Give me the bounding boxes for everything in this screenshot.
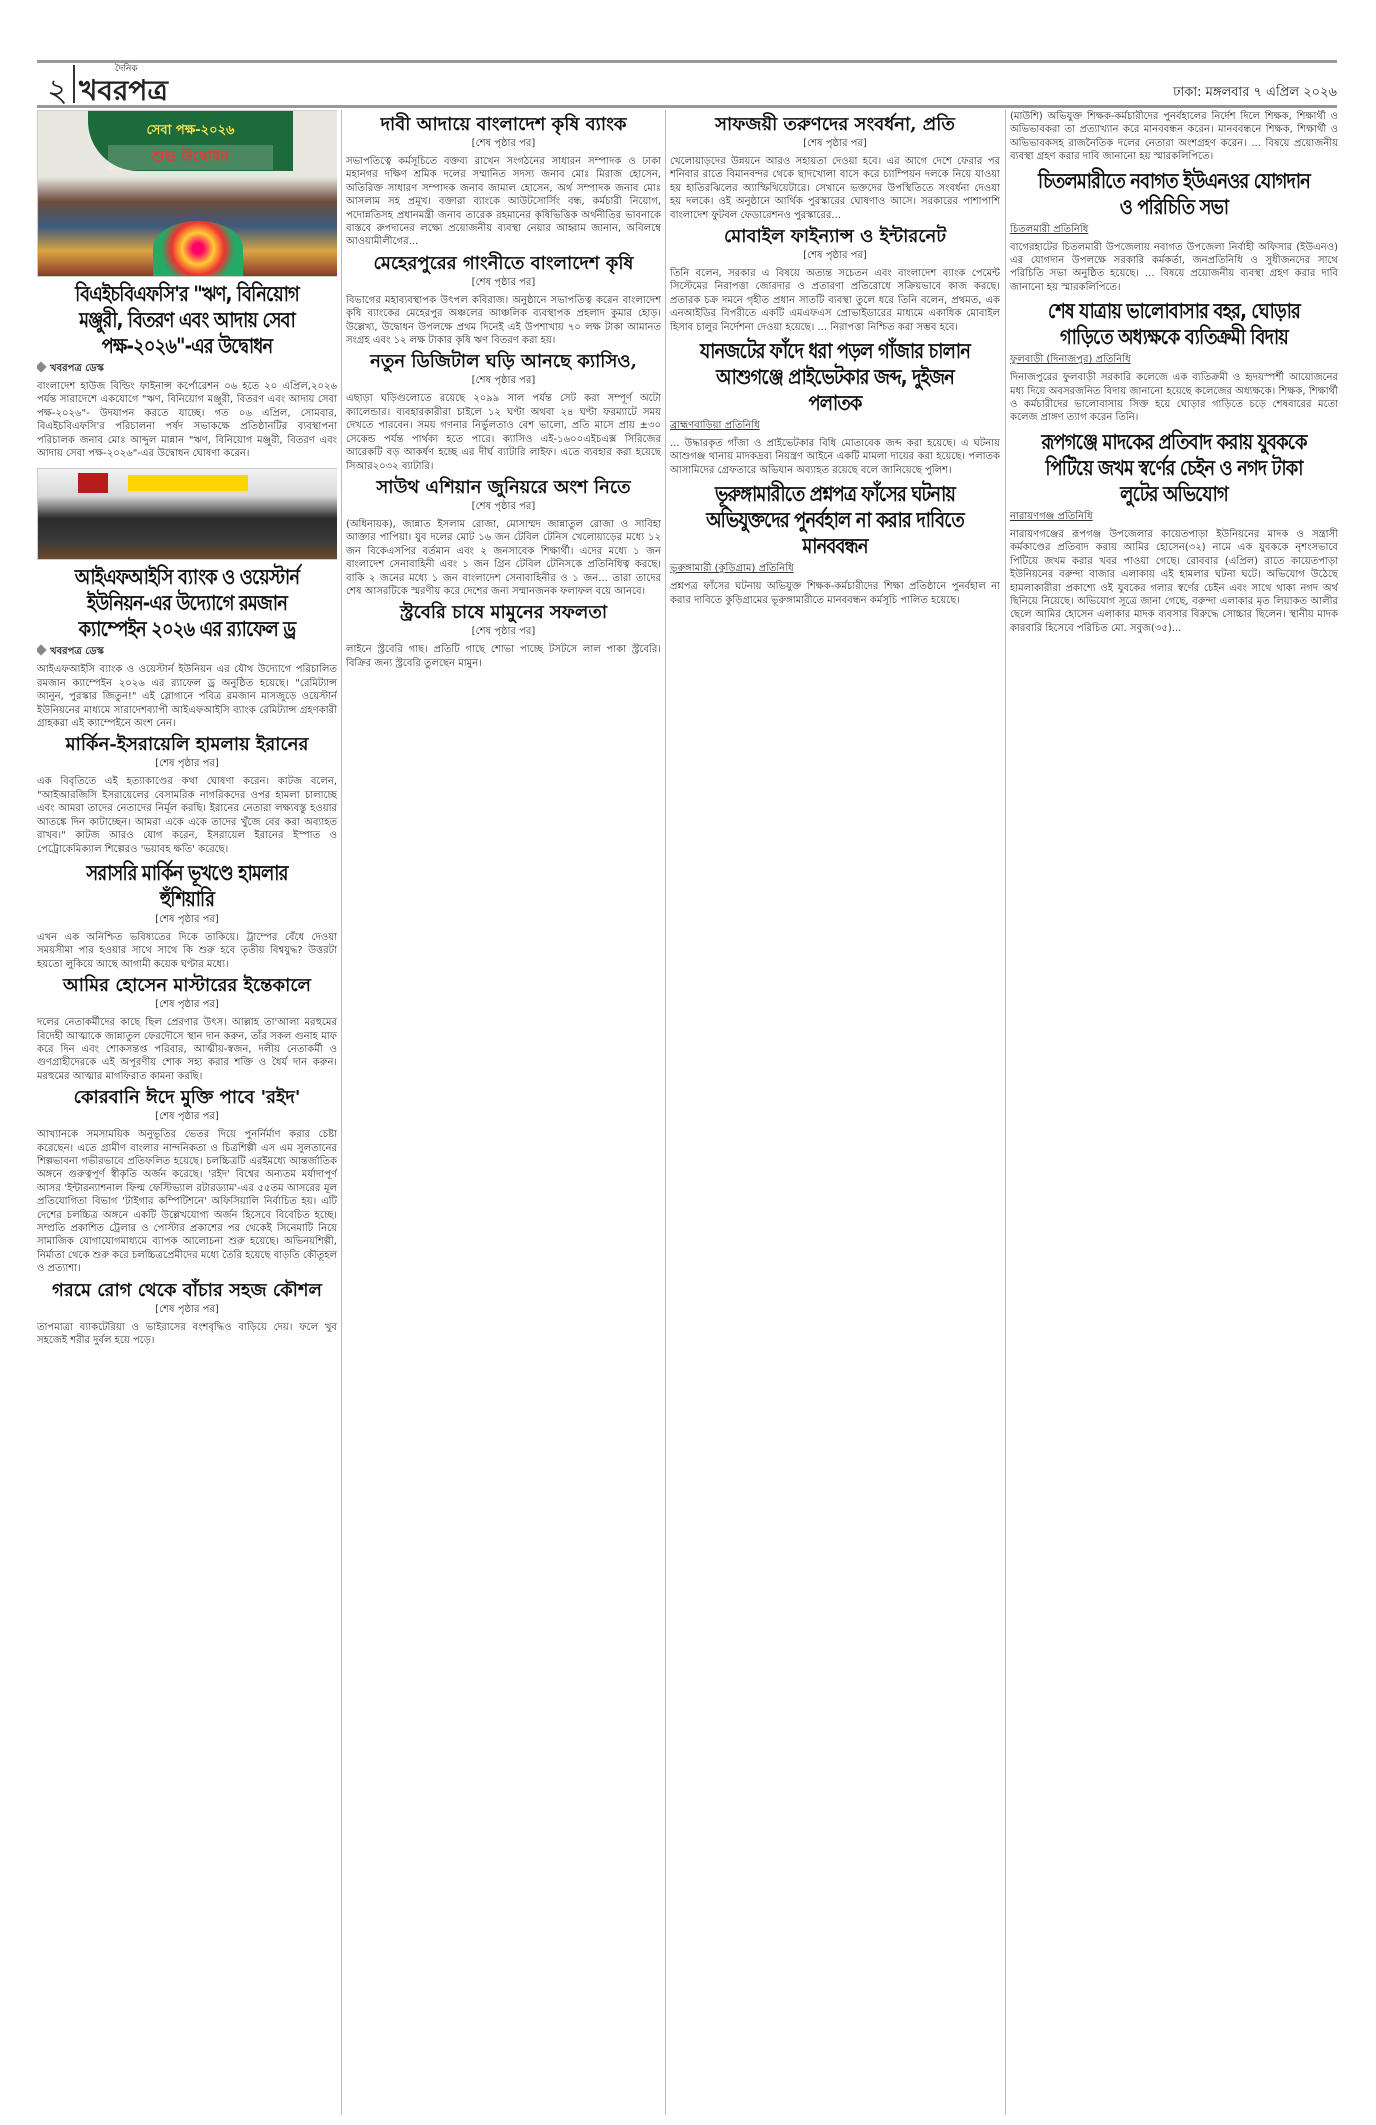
article-body: (মাউশি) অভিযুক্ত শিক্ষক-কর্মচারীদের পুনর্বহালের নির্দেশ দিলে শিক্ষক, শিক্ষার্থী ও অভিভাবকরা তা প্রত্যাখ্যান করে মানববন্ধন করেন। মানববন্ধনে শিক্ষক, শিক্ষার্থী ও অভিভাবকসহ রাজনৈতিক দলের নেতারা অংশগ্রহণ করেন। ... বিষয়ে প্রয়োজনীয় ব্যবস্থা গ্রহণ করার দাবি জানানো হয় স্মারকলিপিতে। <box>1010 111 1338 163</box>
continued-label: [শেষ পৃষ্ঠার পর] <box>471 276 536 288</box>
continued-label: [শেষ পৃষ্ঠার পর] <box>803 138 867 149</box>
article-body: লাইনে স্ট্রবেরি গাছ। প্রতিটি গাছে শোভা পাচ্ছে টসটসে লাল পাকা স্ট্রবেরি। বিক্রির জন্য স্ট্রবেরি তুলছেন মামুন। <box>346 644 661 669</box>
continued-label: [শেষ পৃষ্ঠার পর] <box>155 999 219 1011</box>
western-union-banner <box>128 475 248 491</box>
continued-label: [শেষ পৃষ্ঠার পর] <box>803 250 867 262</box>
article-body: তিনি বলেন, সরকার এ বিষয়ে অত্যন্ত সচেতন এবং বাংলাদেশ ব্যাংক পেমেন্ট সিস্টেমের নিরাপত্তা জোরদার ও প্রতারণা প্রতিরোধে সক্রিয়ভাবে কাজ করছে। প্রতারক চক্র দমনে গৃহীত প্রধান সাতটি ব্যবস্থা তুলে ধরে তিনি বলেন, প্রথমত, এক এনআইডির বিপরীতে একটি এমএফএস প্রোভাইডারের মাধ্যমে একাধিক মোবাইল হিসাব চালুর নির্দেশনা দেওয়া হয়েছে। ... নিরাপত্তা নিশ্চিত করা সম্ভব হবে। <box>670 268 1000 333</box>
continued-label: [শেষ পৃষ্ঠার পর] <box>155 1111 219 1123</box>
byline <box>37 644 337 661</box>
byline: ভূরুঙ্গামারী (কুড়িগ্রাম) প্রতিনিধি <box>670 563 794 575</box>
banner-subtitle: শুভ উদ্বোধন <box>108 145 273 170</box>
continued-label: [শেষ পৃষ্ঠার পর] <box>471 500 536 512</box>
page-number: ২ <box>47 71 68 109</box>
article-body: দিনাজপুরের ফুলবাড়ী সরকারি কলেজে এক ব্যতিক্রমী ও হৃদয়স্পর্শী আয়োজনের মধ্য দিয়ে অবসরজনিত বিদায় জানানো হয়েছে কলেজের অধ্যক্ষকে। শিক্ষক, শিক্ষার্থী ও কর্মচারীদের ভালোবাসায় সিক্ত হয়ে ঘোড়ার গাড়িতে চড়ে শেষবারের মতো কলেজ প্রাঙ্গণ ত্যাগ করেন তিনি। <box>1010 372 1338 424</box>
article-body: নারায়ণগঞ্জের রূপগঞ্জ উপজেলার কায়েতপাড়া ইউনিয়নের মাদক ও সন্ত্রাসী কর্মকাণ্ডের প্রতিবাদ করায় আমির হোসেন(৩২) নামে এক যুবককে নৃশংসভাবে পিটিয়ে জখম করার খবর পাওয়া গেছে। রোববার (এপ্রিল) রাতে কায়েতপাড়া ইউনিয়নের বরুন্দা বাজার এলাকায় এই হামলার ঘটনা ঘটে। অভিযোগ উঠেছে হামলাকারীরা প্রকাশ্যে ওই যুবকের গলার স্বর্ণের চেইন এবং সাথে থাকা নগদ অর্থ ছিনিয়ে নিয়েছে। অভিযোগ সূত্রে জানা গেছে, বরুন্দা এলাকার মৃত লিয়াকত আলীর ছেলে আমির হোসেন এলাকার মাদক ব্যবসার বিরুদ্ধে সোচ্চার ছিলেন। স্থানীয় মাদক কারবারি হিসেবে পরিচিত মো. সবুজ(৩৫)... <box>1010 528 1338 634</box>
masthead <box>37 60 1337 108</box>
article-body: আইএফআইসি ব্যাংক ও ওয়েস্টার্ন ইউনিয়ন এর যৌথ উদ্যোগে পরিচালিত রমজান ক্যাম্পেইন ২০২৬ এর র‍্যাফেল ড্র অনুষ্ঠিত হয়েছে। "রেমিট্যান্স আনুন, পুরস্কার জিতুন!" এই স্লোগানে পবিত্র রমজান মাসজুড়ে ওয়েস্টার্ন ইউনিয়নের মাধ্যমে সারাদেশব্যাপী আইএফআইসি ব্যাংক রেমিট্যান্স গ্রহণকারী গ্রাহকরা এই ক্যাম্পেইনে অংশ নেন। <box>37 664 337 730</box>
headline: শেষ যাত্রায় ভালোবাসার বহর, ঘোড়ার গাড়িতে অধ্যক্ষকে ব্যতিক্রমী বিদায় <box>1047 299 1301 350</box>
headline: গরমে রোগ থেকে বাঁচার সহজ কৌশল <box>52 1279 322 1301</box>
byline <box>37 361 337 378</box>
article-body: বাগেরহাটের চিতলমারী উপজেলায় নবাগত উপজেলা নির্বাহী অফিসার (ইউএনও) এর যোগদান উপলক্ষে সরকারি কর্মকর্তা, জনপ্রতিনিধি ও সুধীজনদের সাথে পরিচিতি সভা অনুষ্ঠিত হয়েছে। ... বিষয়ে প্রয়োজনীয় ব্যবস্থা গ্রহণ করার দাবি জানানো হয় স্মারকলিপিতে। <box>1010 241 1338 293</box>
continued-label: [শেষ পৃষ্ঠার পর] <box>471 138 536 149</box>
logo-prefix: দৈনিক <box>115 64 138 74</box>
headline: সাফজয়ী তরুণদের সংবর্ধনা, প্রতি <box>715 114 955 135</box>
headline: কোরবানি ঈদে মুক্তি পাবে 'রইদ' <box>73 1087 301 1109</box>
headline: মেহেরপুরের গাংনীতে বাংলাদেশ কৃষি <box>373 252 634 274</box>
byline: চিতলমারী প্রতিনিধি <box>1010 223 1089 235</box>
byline: ফুলবাড়ী (দিনাজপুর) প্রতিনিধি <box>1010 354 1131 366</box>
article-body: (অধিনায়ক), জান্নাত ইসলাম রোজা, মোসাম্মদ জান্নাতুল রোজা ও সাবিহা আক্তার পাপিয়া। যুব দলের মোট ১৬ জন টেবিল টেনিস খেলোয়াড়ের মধ্যে ১২ জন বিকেএসপির বর্তমান এবং ২ জনসাবেক শিক্ষার্থী। এদের মধ্যে ১ জন বাংলাদেশ সেনাবাহিনী এবং ১ জন গ্রিন টেবিল টেনিসকে প্রতিনিধিত্ব করছে। বাকি ২ জনের মধ্যে ১ জন বাংলাদেশ সেনাবাহিনীর ও ১ জন... তারা তাদের শেষ আসরটিকে স্মরণীয় করে দেশের জন্য সম্মানজনক ফলাফল বয়ে আনবে। <box>346 518 661 597</box>
headline: সরাসরি মার্কিন ভূখণ্ডে হামলার হুঁশিয়ারি <box>86 860 288 911</box>
headline: আইএফআইসি ব্যাংক ও ওয়েস্টার্ন ইউনিয়ন-এর উদ্যোগে রমজান ক্যাম্পেইন ২০২৬ এর র‍্যাফেল ড্র <box>74 565 300 642</box>
flower-arrangement <box>153 221 243 276</box>
headline: বিএইচবিএফসি'র "ঋণ, বিনিয়োগ মঞ্জুরী, বিতরণ এবং আদায় সেবা পক্ষ-২০২৬"-এর উদ্বোধন <box>75 282 299 358</box>
news-photo-group <box>37 468 337 560</box>
headline: চিতলমারীতে নবাগত ইউএনওর যোগদান ও পরিচিতি সভা <box>1038 168 1310 219</box>
byline-text: খবরপত্র ডেস্ক <box>50 646 104 658</box>
column-rule <box>1005 110 1006 2115</box>
banner-title: সেবা পক্ষ-২০২৬ <box>146 123 235 138</box>
article-body: দলের নেতাকর্মীদের কাছে ছিল প্রেরণার উৎস। আল্লাহ তা'আলা মরহুমের বিদেহী আত্মাকে জান্নাতুল ফেরদৌসে স্থান দান করুন, তাঁর সকল গুনাহ মাফ করে দিন এবং শোকসন্তপ্ত পরিবার, আত্মীয়-স্বজন, দলীয় নেতাকর্মী ও গুণগ্রাহীদেরকে এই অপূরণীয় শোক সহ্য করার শক্তি ও ধৈর্য দান করুন। মরহুমের আত্মার মাগফিরাত কামনা করছি। <box>37 1017 337 1082</box>
continued-label: [শেষ পৃষ্ঠার পর] <box>471 626 536 638</box>
column-2 <box>346 110 661 2115</box>
photo-banner <box>88 111 293 171</box>
dateline: ঢাকা: মঙ্গলবার ৭ এপ্রিল ২০২৬ <box>1173 85 1337 100</box>
logo-block <box>78 473 108 493</box>
continued-label: [শেষ পৃষ্ঠার পর] <box>155 913 219 925</box>
article-body: বাংলাদেশ হাউজ বিল্ডিং ফাইনান্স কর্পোরেশন ০৬ হতে ২০ এপ্রিল,২০২৬ পর্যন্ত সারাদেশে একযোগে "ঋণ, বিনিয়োগ মঞ্জুরী, বিতরণ এবং আদায় সেবা পক্ষ-২০২৬"- উদযাপন করতে যাচ্ছে। গত ০৬ এপ্রিল, সোমবার, বিএইচবিএফসি'র পরিচালনা পর্ষদ সভাকক্ষে প্রতিষ্ঠানটির ব্যবস্থাপনা পরিচালক জনাব মোঃ আব্দুল মান্নান "ঋণ, বিনিয়োগ মঞ্জুরী, বিতরণ এবং আদায় সেবা পক্ষ-২০২৬"-এর উদ্বোধন ঘোষণা করেন। <box>37 381 337 460</box>
byline: নারায়ণগঞ্জ প্রতিনিধি <box>1010 510 1093 522</box>
continued-label: [শেষ পৃষ্ঠার পর] <box>155 758 219 770</box>
headline: নতুন ডিজিটাল ঘড়ি আনছে ক্যাসিও, <box>370 351 637 373</box>
article-body: খেলোয়াড়দের উন্নয়নে আরও সহায়তা দেওয়া হবে। এর আগে দেশে ফেরার পর শনিবার রাতে বিমানবন্দর থেকে ছাদখোলা বাসে করে চ্যাম্পিয়ন দলকে নিয়ে যাওয়া হয় হাতিরঝিলের অ্যাম্ফিথিয়েটারে। সেখানে ভক্তদের উপস্থিতিতে সংবর্ধনা দেওয়া হয় দলকে। ওই অনুষ্ঠানে আর্থিক পুরস্কারের ঘোষণাও আসে। সরকারের পাশাপাশি বাংলাদেশ ফুটবল ফেডারেশনও পুরস্কারের... <box>670 156 1000 221</box>
column-3 <box>670 110 1000 2115</box>
column-1 <box>37 110 337 2115</box>
article-body: এখন এক অনিশ্চিত ভবিষ্যতের দিকে তাকিয়ে। ট্রাম্পের বেঁধে দেওয়া সময়সীমা পার হওয়ার সাথে সাথে কি শুরু হবে তৃতীয় বিশ্বযুদ্ধ? উত্তরটা হয়তো লুকিয়ে আছে আগামী কয়েক ঘণ্টার মধ্যে। <box>37 931 337 970</box>
masthead-divider <box>73 65 75 103</box>
column-rule <box>341 110 342 2115</box>
column-4 <box>1010 110 1338 2115</box>
article-body: এক বিবৃতিতে এই হত্যাকাণ্ডের কথা ঘোষণা করেন। কাটজ বলেন, "আইআরজিসি ইসরায়েলের বেসামরিক নাগরিকদের ওপর হামলা চালাচ্ছে এবং আমরা তাদের নেতাদের নির্মূল করছি। ইরানের নেতারা লক্ষ্যবস্তু হওয়ার আতঙ্কে দিন কাটাচ্ছেন। আমরা একে একে তাদের খুঁজে বের করা অব্যাহত রাখব।" কাটজ আরও যোগ করেন, ইসরায়েল ইরানের ইস্পাত ও পেট্রোকেমিক্যাল শিল্পেরও 'ভয়াবহ ক্ষতি' করেছে। <box>37 776 337 855</box>
continued-label: [শেষ পৃষ্ঠার পর] <box>155 1303 219 1315</box>
byline: ব্রাহ্মণবাড়িয়া প্রতিনিধি <box>670 420 760 432</box>
article-body: প্রশ্নপত্র ফাঁসের ঘটনায় অভিযুক্ত শিক্ষক-কর্মচারীদের শিক্ষা প্রতিষ্ঠানে পুনর্বহাল না করার দাবিতে কুড়িগ্রামের ভূরুঙ্গামারীতে মানববন্ধন কর্মসূচি পালিত হয়েছে। <box>670 581 1000 606</box>
headline: রূপগঞ্জে মাদকের প্রতিবাদ করায় যুবককে পিটিয়ে জখম স্বর্ণের চেইন ও নগদ টাকা লুটের অভিযোগ <box>1041 429 1307 506</box>
news-photo-meeting <box>37 110 337 277</box>
article-body: ... উদ্ধারকৃত গাঁজা ও প্রাইভেটকার বিধি মোতাবেক জব্দ করা হয়েছে। এ ঘটনায় আশুগঞ্জ থানায় মাদকদ্রব্য নিয়ন্ত্রণ আইনে একটি মামলা দায়ের করা হয়েছে। পলাতক আসামিদের গ্রেফতারে অভিযান অব্যাহত রয়েছে বলে জানিয়েছে পুলিশ। <box>670 438 1000 476</box>
headline: মোবাইল ফাইন্যান্স ও ইন্টারনেট <box>723 226 947 248</box>
diamond-icon <box>37 361 47 372</box>
headline: সাউথ এশিয়ান জুনিয়রে অংশ নিতে <box>376 476 631 498</box>
headline: দাবী আদায়ে বাংলাদেশ কৃষি ব্যাংক <box>380 114 627 135</box>
byline-text: খবরপত্র ডেস্ক <box>50 363 104 374</box>
column-rule <box>665 110 666 2115</box>
headline: ভূরুঙ্গামারীতে প্রশ্নপত্র ফাঁসের ঘটনায় অভিযুক্তদের পুনর্বহাল না করার দাবিতে মানববন্ধন <box>706 482 964 559</box>
article-body: বিভাগের মহাব্যবস্থাপক উৎপল কবিরাজ। অনুষ্ঠানে সভাপতিত্ব করেন বাংলাদেশ কৃষি ব্যাংকের মেহেরপুর অঞ্চলের আঞ্চলিক ব্যবস্থাপক প্রহলাদ কুমার হোড়। উল্লেখ্য, উদ্বোধন উপলক্ষে প্রথম দিনেই এই উপশাখায় ৭০ লক্ষ টাকা আমানত সংগ্রহ এবং ১২ লক্ষ টাকার কৃষি ঋণ বিতরণ করা হয়। <box>346 294 661 347</box>
article-body: আখ্যানকে সমসাময়িক অনুভূতির ভেতর দিয়ে পুনর্নির্মাণ করার চেষ্টা করেছেন। এতে গ্রামীণ বাংলার নান্দনিকতা ও চিত্রশিল্পী এস এম সুলতানের শিল্পভাবনা গভীরভাবে প্রতিফলিত হয়েছে। চলচ্চিত্রটি এরইমধ্যে আন্তর্জাতিক অঙ্গনে গুরুত্বপূর্ণ স্বীকৃতি অর্জন করেছে। 'রইদ' বিশ্বের অন্যতম মর্যাদাপূর্ণ আসর 'ইন্টারন্যাশনাল ফিল্ম ফেস্টিভ্যাল রটারড্যাম'-এর ৫৫তম আসরের মূল প্রতিযোগিতা বিভাগ 'টাইগার কম্পিটিশনে' অফিসিয়ালি নির্বাচিত হয়। এটি দেশের চলচ্চিত্র অঙ্গনে একটি উল্লেখযোগ্য অর্জন হিসেবে বিবেচিত হচ্ছে। সম্প্রতি প্রকাশিত ট্রেলার ও পোস্টার প্রকাশের পর থেকেই সিনেমাটি নিয়ে সামাজিক যোগাযোগমাধ্যমে ব্যাপক আলোচনা শুরু হয়েছে। অভিনয়শিল্পী, নির্মাতা থেকে শুরু করে চলচ্চিত্রপ্রেমীদের মধ্যে তৈরি হয়েছে বাড়তি কৌতূহল ও প্রত্যাশা। <box>37 1129 337 1275</box>
headline: আমির হোসেন মাস্টারের ইন্তেকালে <box>63 975 311 997</box>
article-body: তাপমাত্রা ব্যাকটেরিয়া ও ভাইরাসের বংশবৃদ্ধিও বাড়িয়ে দেয়। ফলে খুব সহজেই শরীর দুর্বল হয়ে পড়ে। <box>37 1321 337 1347</box>
headline: স্ট্রবেরি চাষে মামুনের সফলতা <box>399 602 608 624</box>
headline: মার্কিন-ইসরায়েলি হামলায় ইরানের <box>65 734 309 756</box>
logo-name: খবরপত্র <box>79 74 168 107</box>
article-body: সভাপতিত্বে কর্মসূচিতে বক্তব্য রাখেন সংগঠনের সাধারন সম্পাদক ও ঢাকা মহানগর দক্ষিণ শ্রমিক দলের সম্মানিত সদস্য জনাব মোঃ মিরাজ হোসেন, অতিরিক্ত সাধারণ সম্পাদক জনাব জামাল হোসেন, অর্থ সম্পাদক জনাব মোঃ আসলাম সহ প্রমূখ। বক্তারা ব্যাংকে আউটসোর্সিং বন্ধ, কর্মচারী নিয়োগ, পদোন্নতিসহ প্রধানমন্ত্রী জনাব তারেক রহমানের কৃষিভিত্তিক অর্থনীতির ভাবনাকে বাস্তবে রুপদানের লক্ষ্যে প্রয়োজনীয় ব্যবস্থা নেয়ার আহ্বাম জানান, অবিলম্বে আওয়ামীলীগের... <box>346 156 661 248</box>
diamond-icon <box>37 645 47 656</box>
article-body: এছাড়া ঘড়িগুলোতে রয়েছে ২০৯৯ সাল পর্যন্ত সেট করা সম্পূর্ণ অটো ক্যালেন্ডার। ব্যবহারকারীরা চাইলে ১২ ঘণ্টা অথবা ২৪ ঘণ্টা ফরম্যাটে সময় দেখতে পারবেন। সময় গণনার নির্ভুলতাও বেশ ভালো, প্রতি মাসে প্রায় ±৩০ সেকেন্ড পর্যন্ত পার্থক্য হতে পারে। ক্যাসিও এই-১৬০০এইচএক্স সিরিজের আরেকটি বড় আকর্ষণ হচ্ছে এর দীর্ঘ ব্যাটারি লাইফ। এতে ব্যবহার করা হয়েছে সিআর২০৩২ ব্যাটারি। <box>346 393 661 472</box>
continued-label: [শেষ পৃষ্ঠার পর] <box>471 375 536 387</box>
headline: যানজটের ফাঁদে ধরা পড়ল গাঁজার চালান আশুগঞ্জে প্রাইভেটকার জব্দ, দুইজন পলাতক <box>699 339 971 416</box>
